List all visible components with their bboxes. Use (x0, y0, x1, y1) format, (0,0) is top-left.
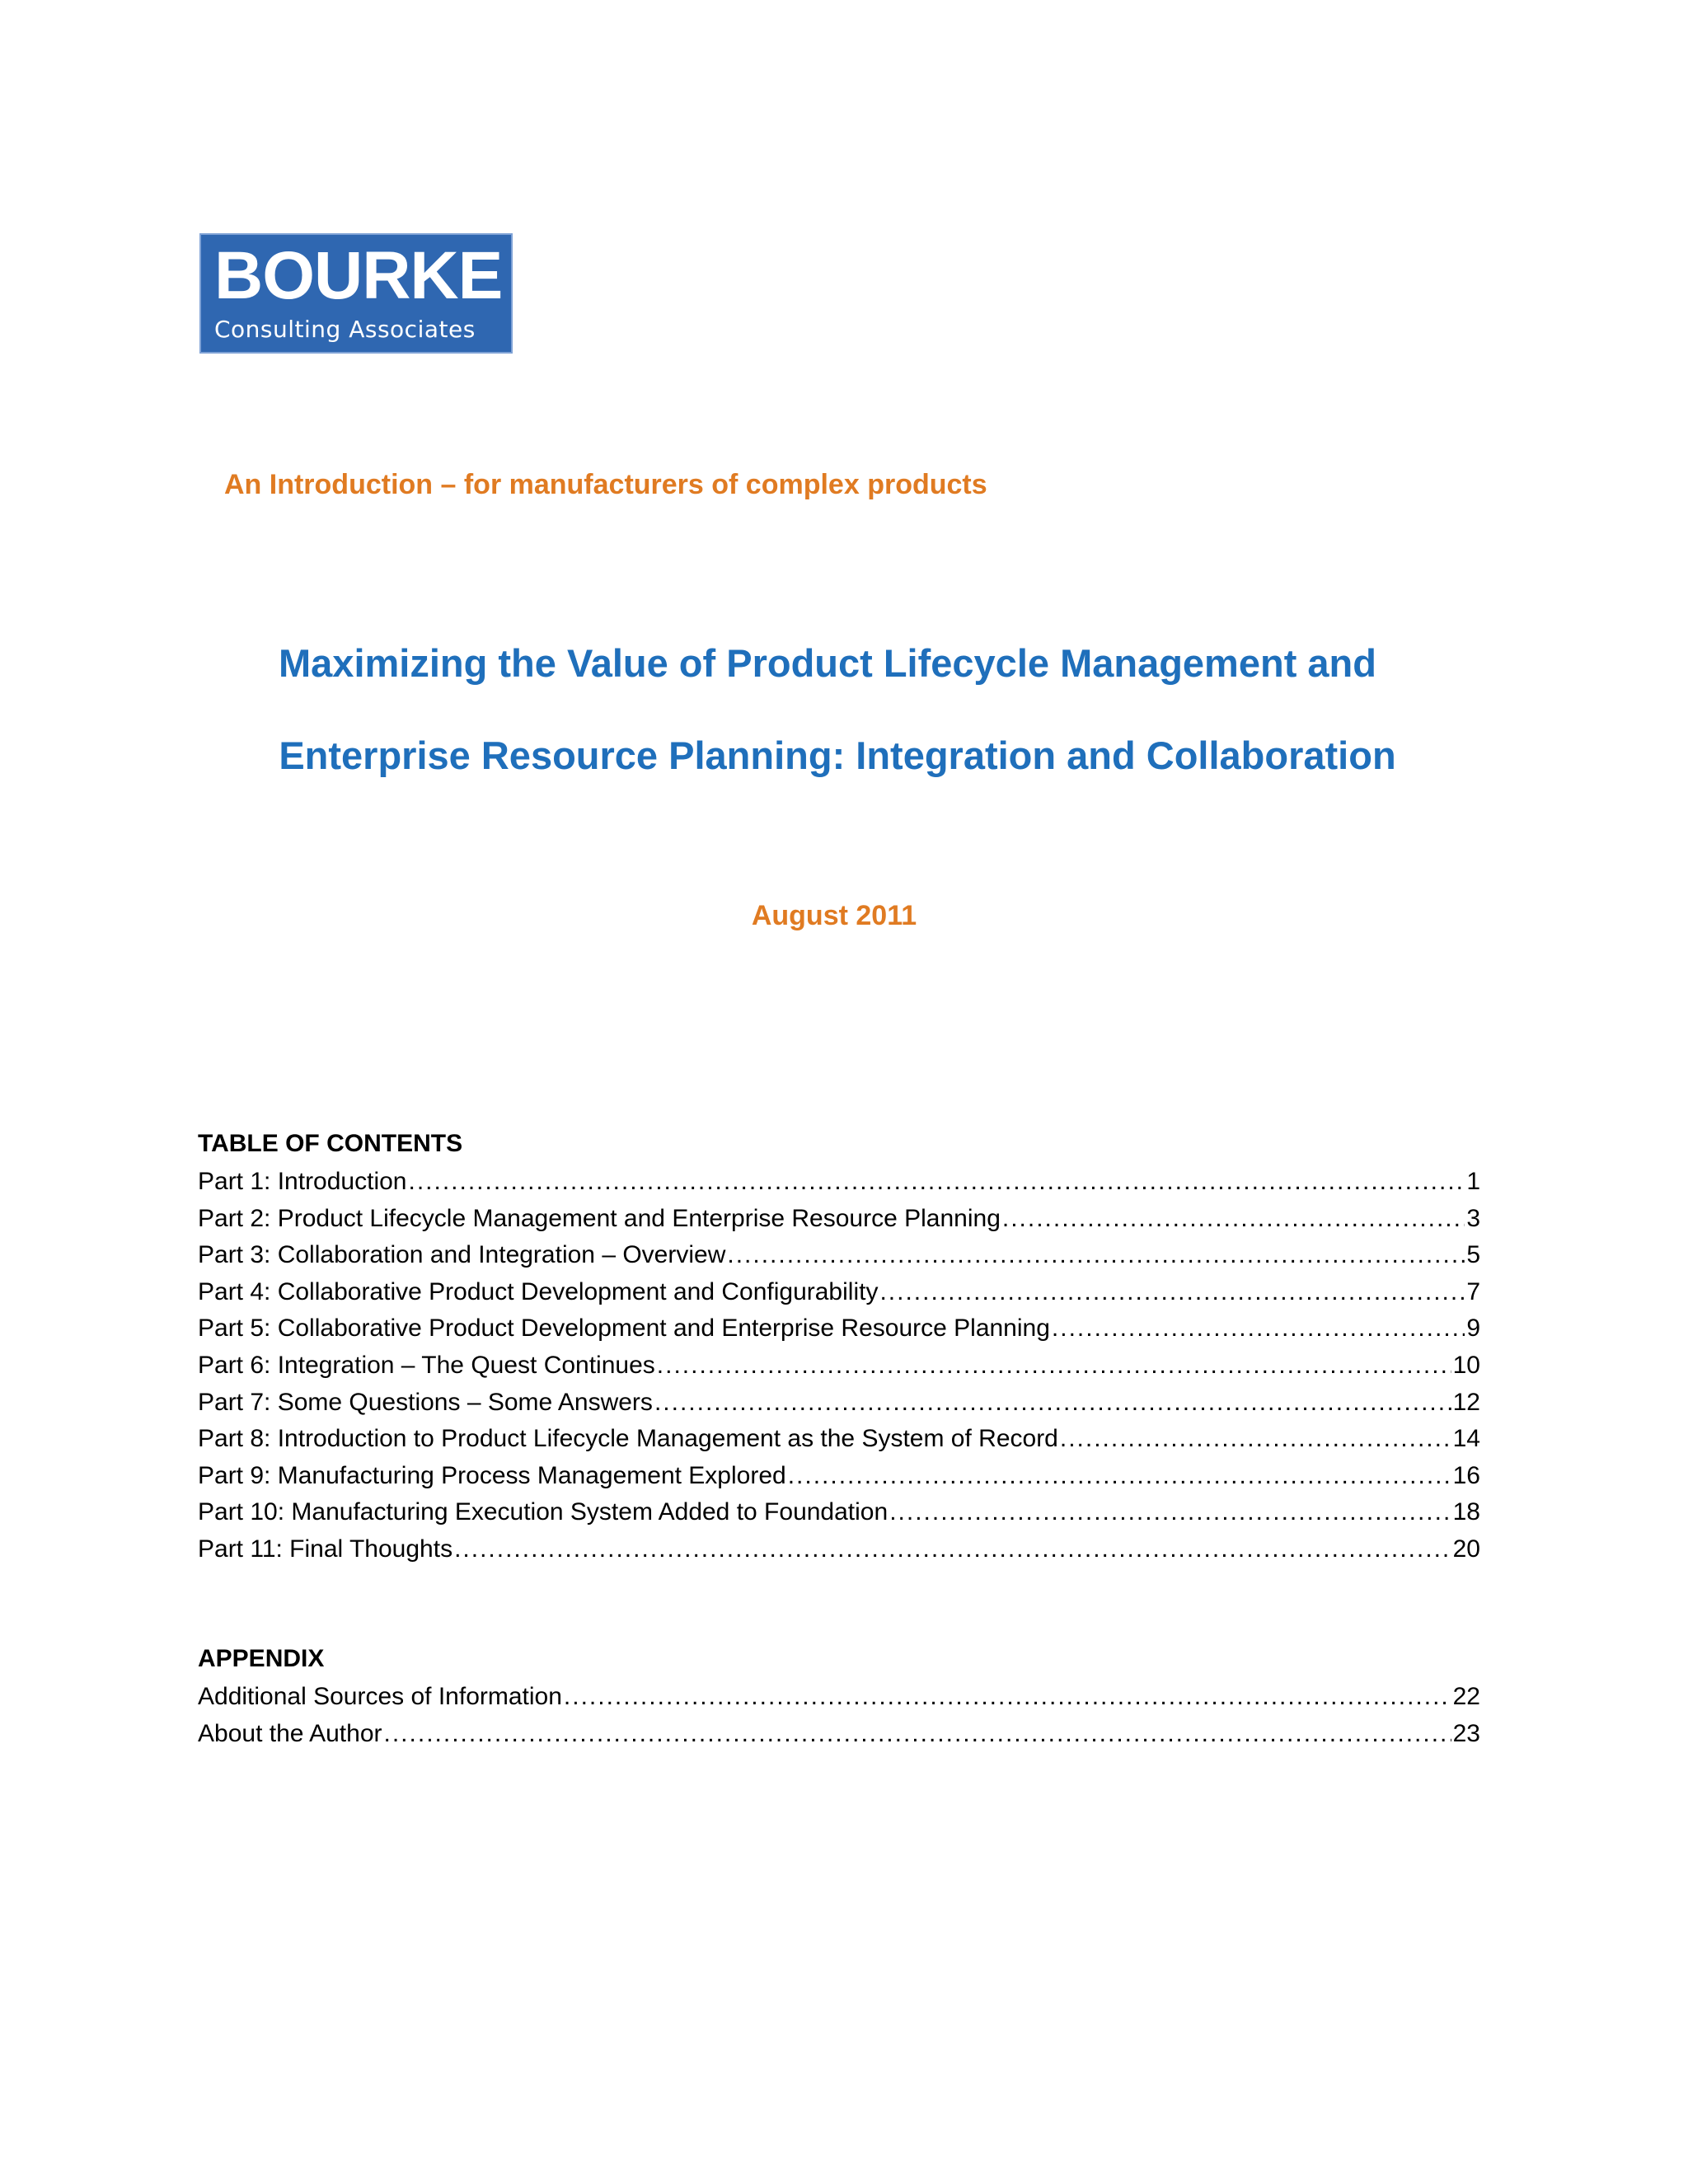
toc-entry-page: 20 (1452, 1535, 1480, 1563)
toc-entry-page: 3 (1466, 1204, 1480, 1232)
dot-leader (889, 1494, 1451, 1530)
toc-entry-part-5[interactable] (198, 1310, 1480, 1347)
dot-leader (657, 1347, 1451, 1384)
toc-entry-label: Part 11: Final Thoughts (198, 1535, 453, 1563)
toc-list (198, 1164, 1480, 1568)
toc-entry-label: Part 10: Manufacturing Execution System Added to Foundation (198, 1498, 889, 1526)
logo-tagline: Consulting Associates (214, 316, 476, 343)
appendix-entry-author[interactable] (198, 1716, 1480, 1753)
toc-entry-part-8[interactable] (198, 1421, 1480, 1458)
toc-entry-part-7[interactable] (198, 1385, 1480, 1422)
dot-leader (879, 1274, 1465, 1310)
dot-leader (1060, 1421, 1451, 1457)
toc-entry-page: 1 (1466, 1168, 1480, 1195)
document-title-line-2: Enterprise Resource Planning: Integration and Collaboration (279, 733, 1396, 777)
toc-entry-label: Part 9: Manufacturing Process Management Explored (198, 1461, 786, 1489)
toc-entry-page: 16 (1452, 1461, 1480, 1489)
dot-leader (454, 1531, 1451, 1568)
toc-entry-page: 22 (1452, 1683, 1480, 1710)
dot-leader (408, 1164, 1465, 1200)
dot-leader (564, 1679, 1451, 1715)
dot-leader (1052, 1310, 1465, 1347)
toc-entry-page: 5 (1466, 1241, 1480, 1269)
dot-leader (1002, 1201, 1465, 1237)
toc-entry-label: Part 7: Some Questions – Some Answers (198, 1388, 653, 1416)
dot-leader (788, 1458, 1451, 1494)
toc-entry-page: 23 (1452, 1719, 1480, 1747)
company-logo (201, 235, 511, 352)
toc-entry-part-4[interactable] (198, 1274, 1480, 1311)
toc-entry-part-6[interactable] (198, 1347, 1480, 1385)
dot-leader (654, 1385, 1451, 1421)
toc-entry-part-11[interactable] (198, 1531, 1480, 1568)
publication-date: August 2011 (751, 900, 917, 931)
appendix-heading: APPENDIX (198, 1645, 325, 1672)
toc-entry-label: Part 3: Collaboration and Integration – Overview (198, 1241, 726, 1269)
toc-entry-label: Part 4: Collaborative Product Development and Configurability (198, 1277, 879, 1305)
toc-heading: TABLE OF CONTENTS (198, 1130, 463, 1157)
toc-entry-page: 18 (1452, 1498, 1480, 1526)
toc-entry-part-2[interactable] (198, 1201, 1480, 1238)
dot-leader (727, 1237, 1465, 1273)
toc-entry-page: 14 (1452, 1425, 1480, 1453)
toc-entry-label: Part 2: Product Lifecycle Management and Enterprise Resource Planning (198, 1204, 1001, 1232)
toc-entry-part-9[interactable] (198, 1458, 1480, 1495)
toc-entry-label: Part 1: Introduction (198, 1168, 407, 1195)
intro-subtitle: An Introduction – for manufacturers of complex products (224, 469, 987, 500)
toc-entry-label: Part 8: Introduction to Product Lifecycle Management as the System of Record (198, 1425, 1058, 1453)
toc-entry-label: Additional Sources of Information (198, 1683, 562, 1710)
toc-entry-page: 10 (1452, 1351, 1480, 1379)
document-title-line-1: Maximizing the Value of Product Lifecycle Management and (279, 641, 1376, 685)
toc-entry-label: Part 5: Collaborative Product Development and Enterprise Resource Planning (198, 1315, 1050, 1343)
toc-entry-label: About the Author (198, 1719, 382, 1747)
toc-entry-page: 7 (1466, 1277, 1480, 1305)
toc-entry-label: Part 6: Integration – The Quest Continues (198, 1351, 655, 1379)
dot-leader (384, 1716, 1451, 1752)
logo-wordmark: BOURKE (214, 238, 503, 313)
toc-entry-page: 9 (1466, 1315, 1480, 1343)
appendix-entry-sources[interactable] (198, 1679, 1480, 1716)
toc-entry-part-3[interactable] (198, 1237, 1480, 1274)
toc-entry-part-1[interactable] (198, 1164, 1480, 1201)
appendix-list (198, 1679, 1480, 1752)
toc-entry-page: 12 (1452, 1388, 1480, 1416)
toc-entry-part-10[interactable] (198, 1494, 1480, 1531)
